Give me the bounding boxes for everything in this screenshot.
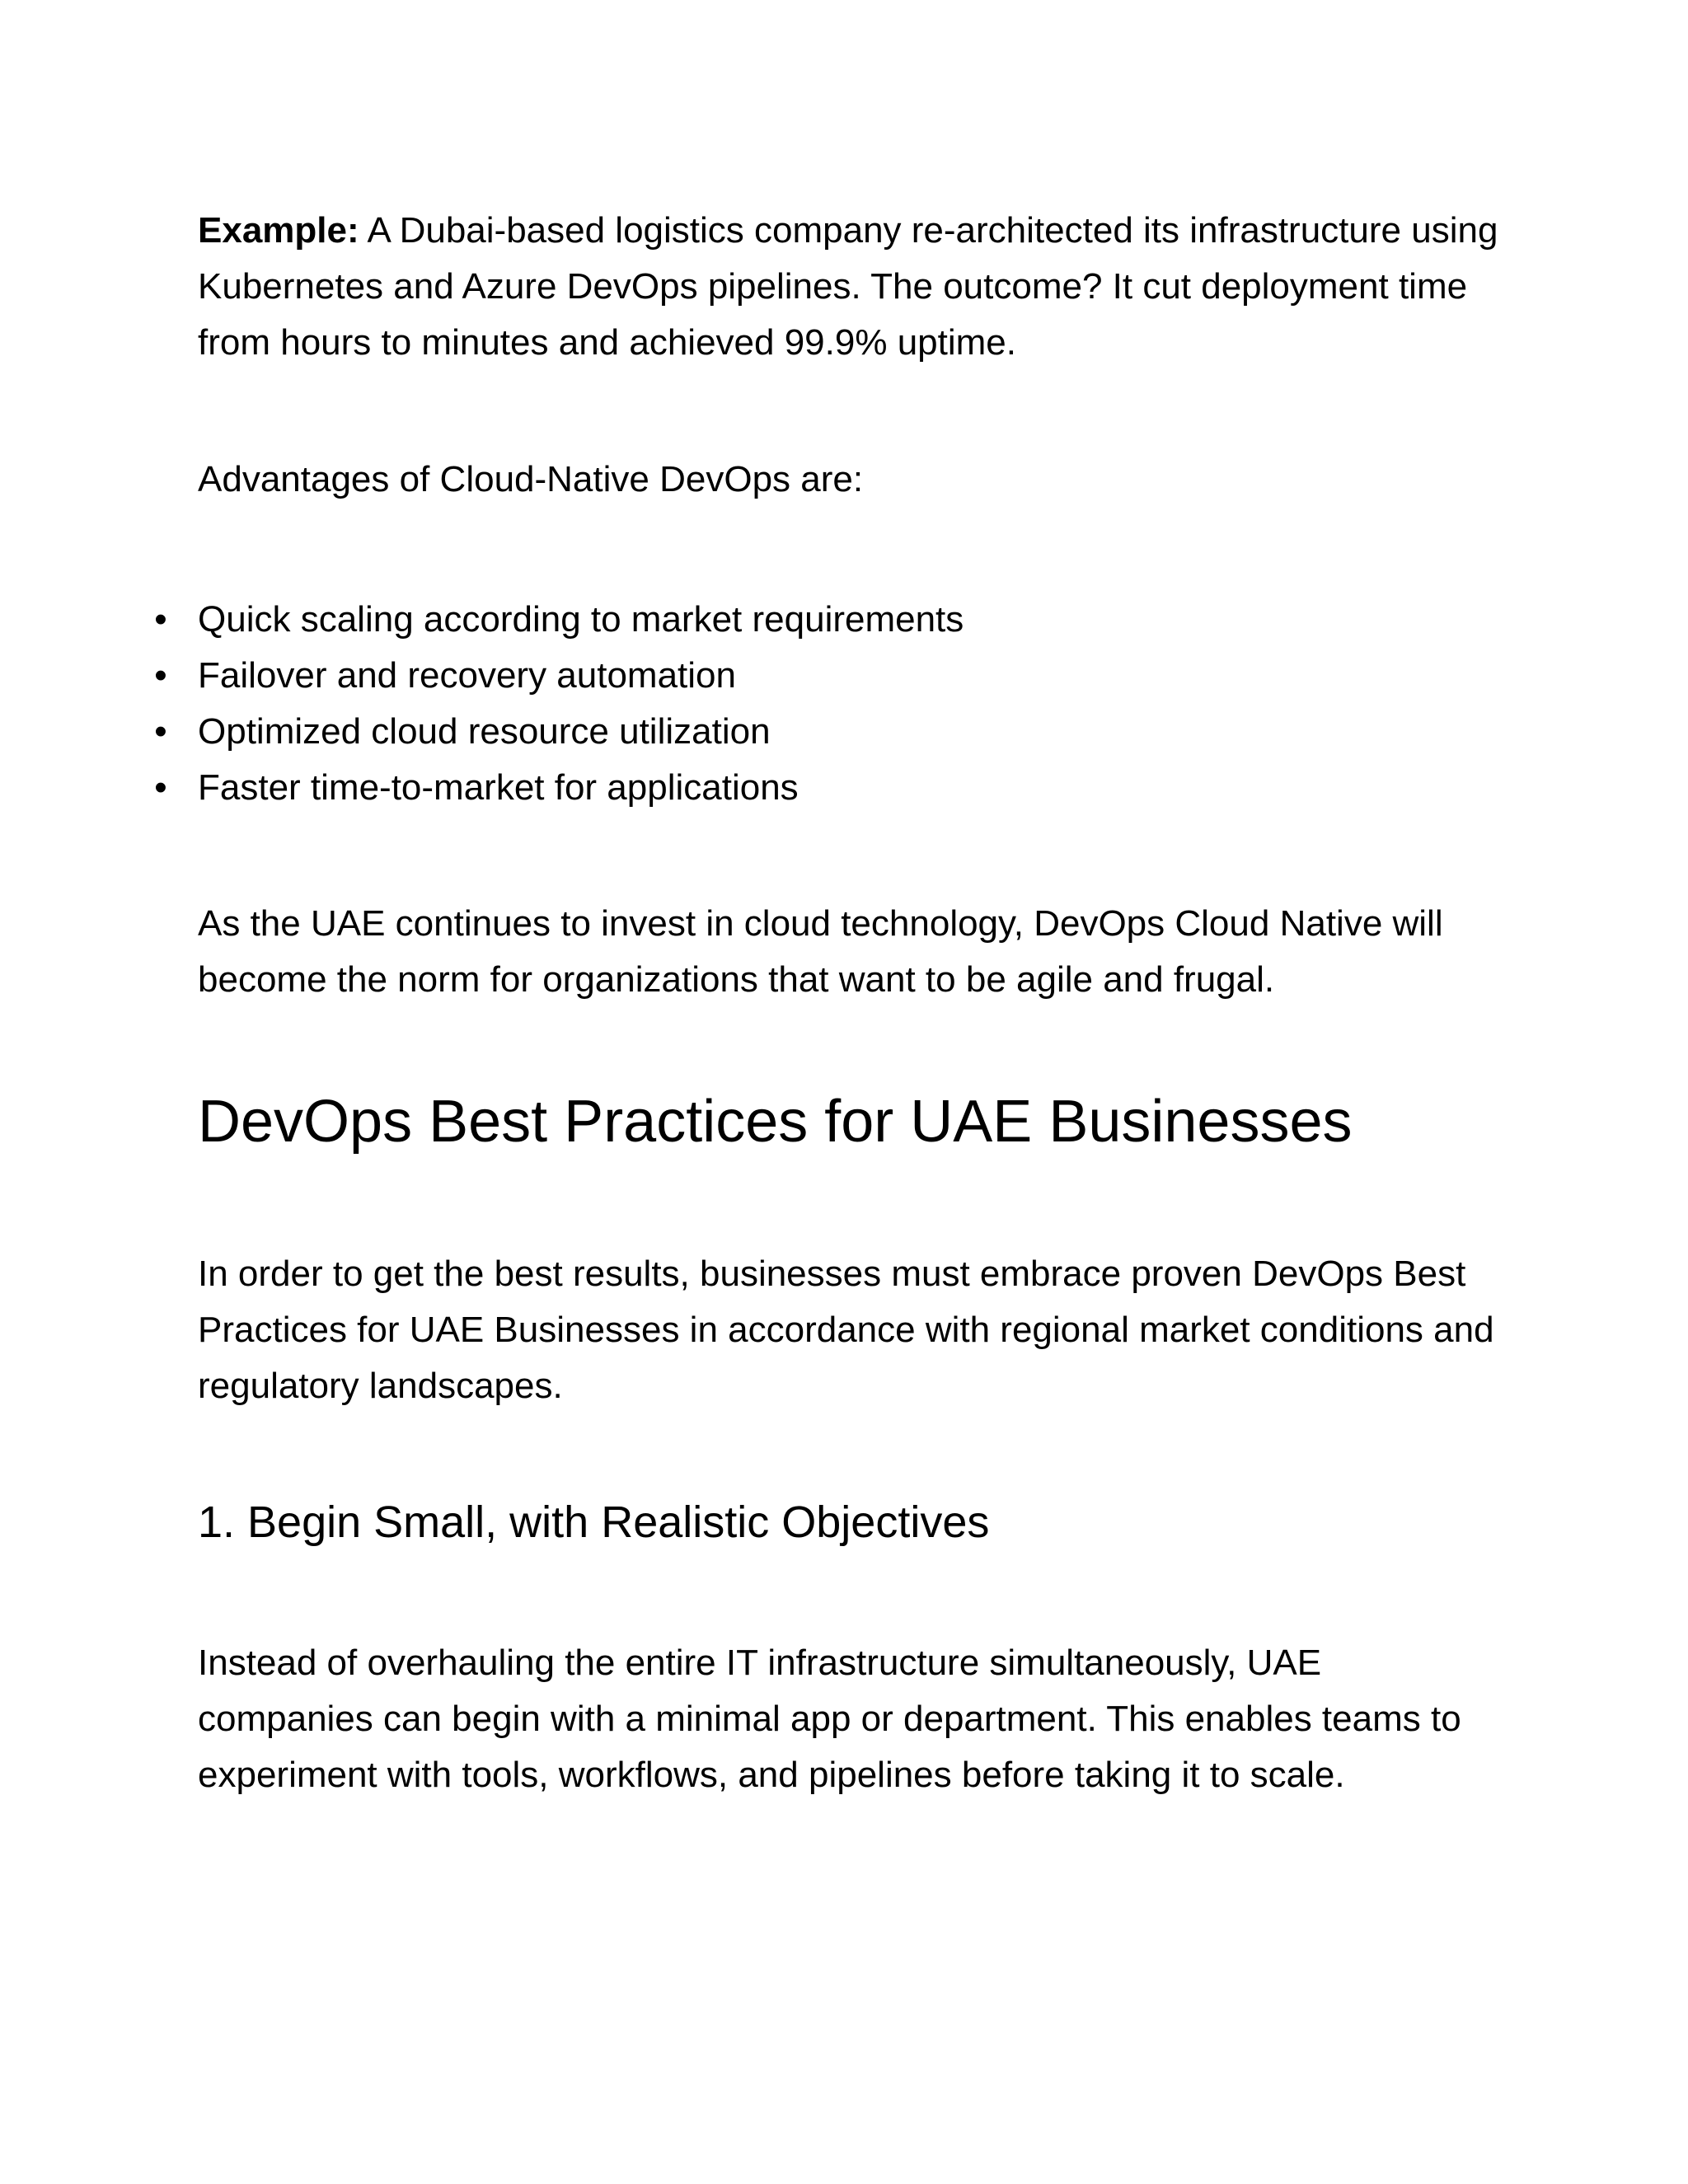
subsection-heading: 1. Begin Small, with Realistic Objectives [198,1497,990,1547]
subsection-paragraph: Instead of overhauling the entire IT infrastructure simultaneously, UAE companies can begin with a minimal app or department. This enables teams to experiment with tools, workflows, and pipelines before taking it to scale. [198,1643,1461,1795]
example-lead: Example: [198,210,359,251]
advantages-intro: Advantages of Cloud-Native DevOps are: [198,459,864,499]
section-intro-paragraph: In order to get the best results, businesses must embrace proven DevOps Best Practices for UAE Businesses in accordance with regional market conditions and regulatory landscapes. [198,1254,1494,1406]
section-heading: DevOps Best Practices for UAE Businesses [198,1089,1353,1155]
list-item-text: Failover and recovery automation [198,655,736,696]
closing-paragraph: As the UAE continues to invest in cloud technology, DevOps Cloud Native will become the norm for organizations that want to be agile and frugal. [198,903,1443,1000]
list-item-text: Quick scaling according to market requirements [198,599,964,640]
advantages-list [154,592,1500,816]
bullet-icon: • [154,655,167,696]
list-item-text: Optimized cloud resource utilization [198,711,771,752]
bullet-icon: • [154,767,167,808]
list-item [154,648,1500,704]
bullet-icon: • [154,599,167,640]
list-item [154,592,1500,648]
list-item [154,760,1500,816]
list-item [154,704,1500,760]
example-text: A Dubai-based logistics company re-architected its infrastructure using Kubernetes and Azure DevOps pipelines. The outcome? It cut deployment time from hours to minutes and achieved 99.9% uptime. [198,210,1498,363]
example-paragraph [198,203,1500,371]
list-item-text: Faster time-to-market for applications [198,767,799,808]
bullet-icon: • [154,711,167,752]
